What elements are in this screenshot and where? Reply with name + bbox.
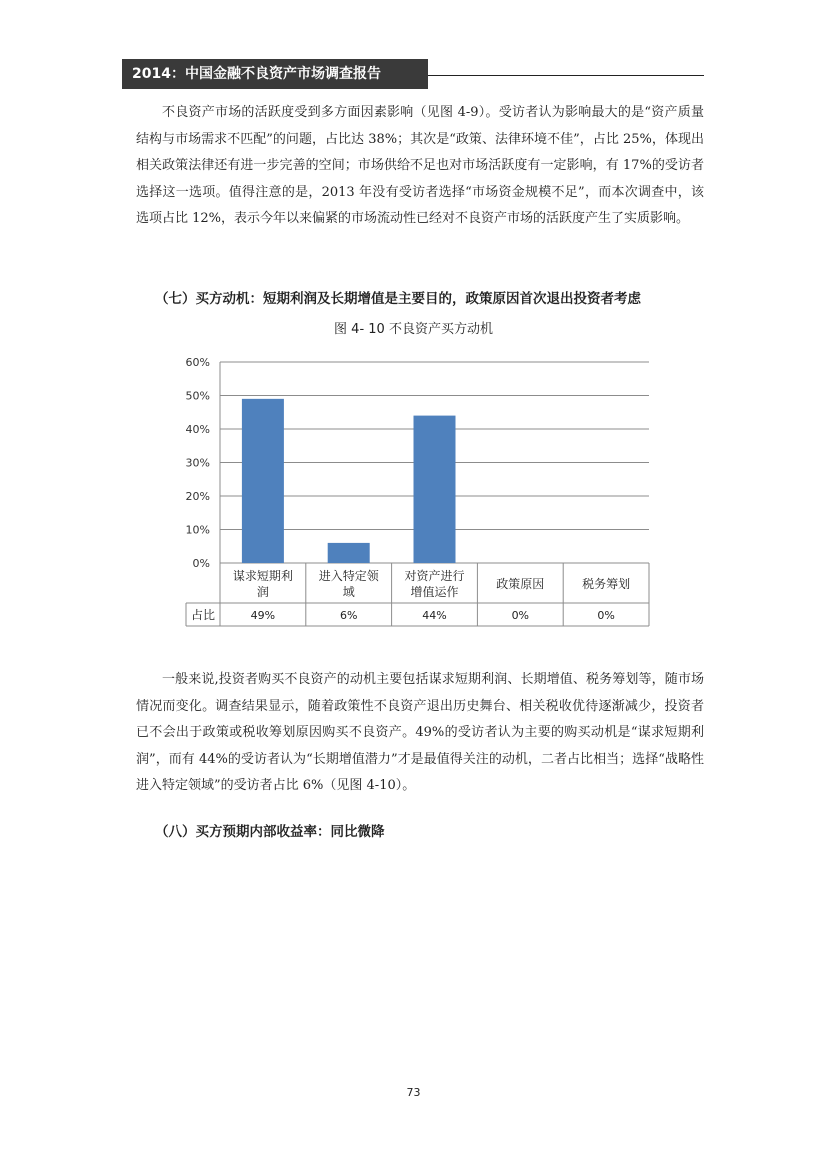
chart-y-tick-labels	[186, 356, 210, 570]
y-tick-label: 40%	[185, 423, 210, 436]
category-label: 进入特定领	[318, 569, 379, 583]
category-label: 政策原因	[496, 577, 545, 591]
bar	[328, 543, 370, 563]
paragraph-2-text: 一般来说,投资者购买不良资产的动机主要包括谋求短期利润、长期增值、税务筹划等，随市场情况而变化。调查结果显示，随着政策性不良资产退出历史舞台、相关税收优待逐渐减少，投资者已不会出于政策或税收筹划原因购买不良资产。49%的受访者认为主要的购买动机是“谋求短期利润”，而有 44%的受访者认为“长期增值潜力”才是最值得关注的动机，二者占比相当；选择“战略性进入特定领域”的受访者占比 6%（见图 4-10）。	[136, 672, 704, 793]
y-tick-label: 20%	[185, 490, 210, 503]
report-header-title: 2014：中国金融不良资产市场调查报告	[122, 59, 428, 89]
bar	[242, 399, 284, 563]
y-tick-label: 50%	[185, 389, 210, 403]
paragraph-1-text: 不良资产市场的活跃度受到多方面因素影响（见图 4-9）。受访者认为影响最大的是“资产质量结构与市场需求不匹配”的问题，占比达 38%；其次是“政策、法律环境不佳”，占比 25%，体现出相关政策法律还有进一步完善的空间；市场供给不足也对市场活跃度有一定影响，有 17%的受访者选择这一选项。值得注意的是，2013 年没有受访者选择“市场资金规模不足”，而本次调查中，该选项占比 12%，表示今年以来偏紧的市场流动性已经对不良资产市场的活跃度产生了实质影响。	[136, 105, 704, 226]
category-label: 对资产进行	[404, 569, 465, 583]
figure-title: 图 4- 10 不良资产买方动机	[334, 322, 493, 337]
table-value: 0%	[511, 609, 530, 622]
table-value: 49%	[250, 609, 276, 622]
y-tick-label: 0%	[192, 557, 210, 570]
category-label: 润	[256, 585, 269, 599]
category-label: 增值运作	[410, 585, 459, 599]
paragraph-buyer-motive	[136, 667, 704, 800]
y-tick-label: 60%	[185, 356, 210, 369]
chart-data-table	[186, 563, 649, 626]
section-heading-8: （八）买方预期内部收益率：同比微降	[155, 824, 385, 840]
bar	[414, 416, 456, 563]
y-tick-label: 10%	[185, 523, 210, 537]
y-tick-label: 30%	[185, 456, 210, 470]
table-value: 0%	[597, 609, 615, 622]
section-heading-7: （七）买方动机：短期利润及长期增值是主要目的，政策原因首次退出投资者考虑	[155, 291, 641, 307]
table-row-label: 占比	[190, 608, 216, 622]
table-value: 6%	[339, 609, 358, 622]
category-label: 谋求短期利	[232, 569, 293, 583]
chart-bars	[242, 399, 456, 563]
category-label: 税务筹划	[582, 577, 631, 591]
table-value: 44%	[422, 609, 447, 622]
category-label: 域	[342, 585, 355, 599]
page-number: 73	[406, 1086, 421, 1099]
